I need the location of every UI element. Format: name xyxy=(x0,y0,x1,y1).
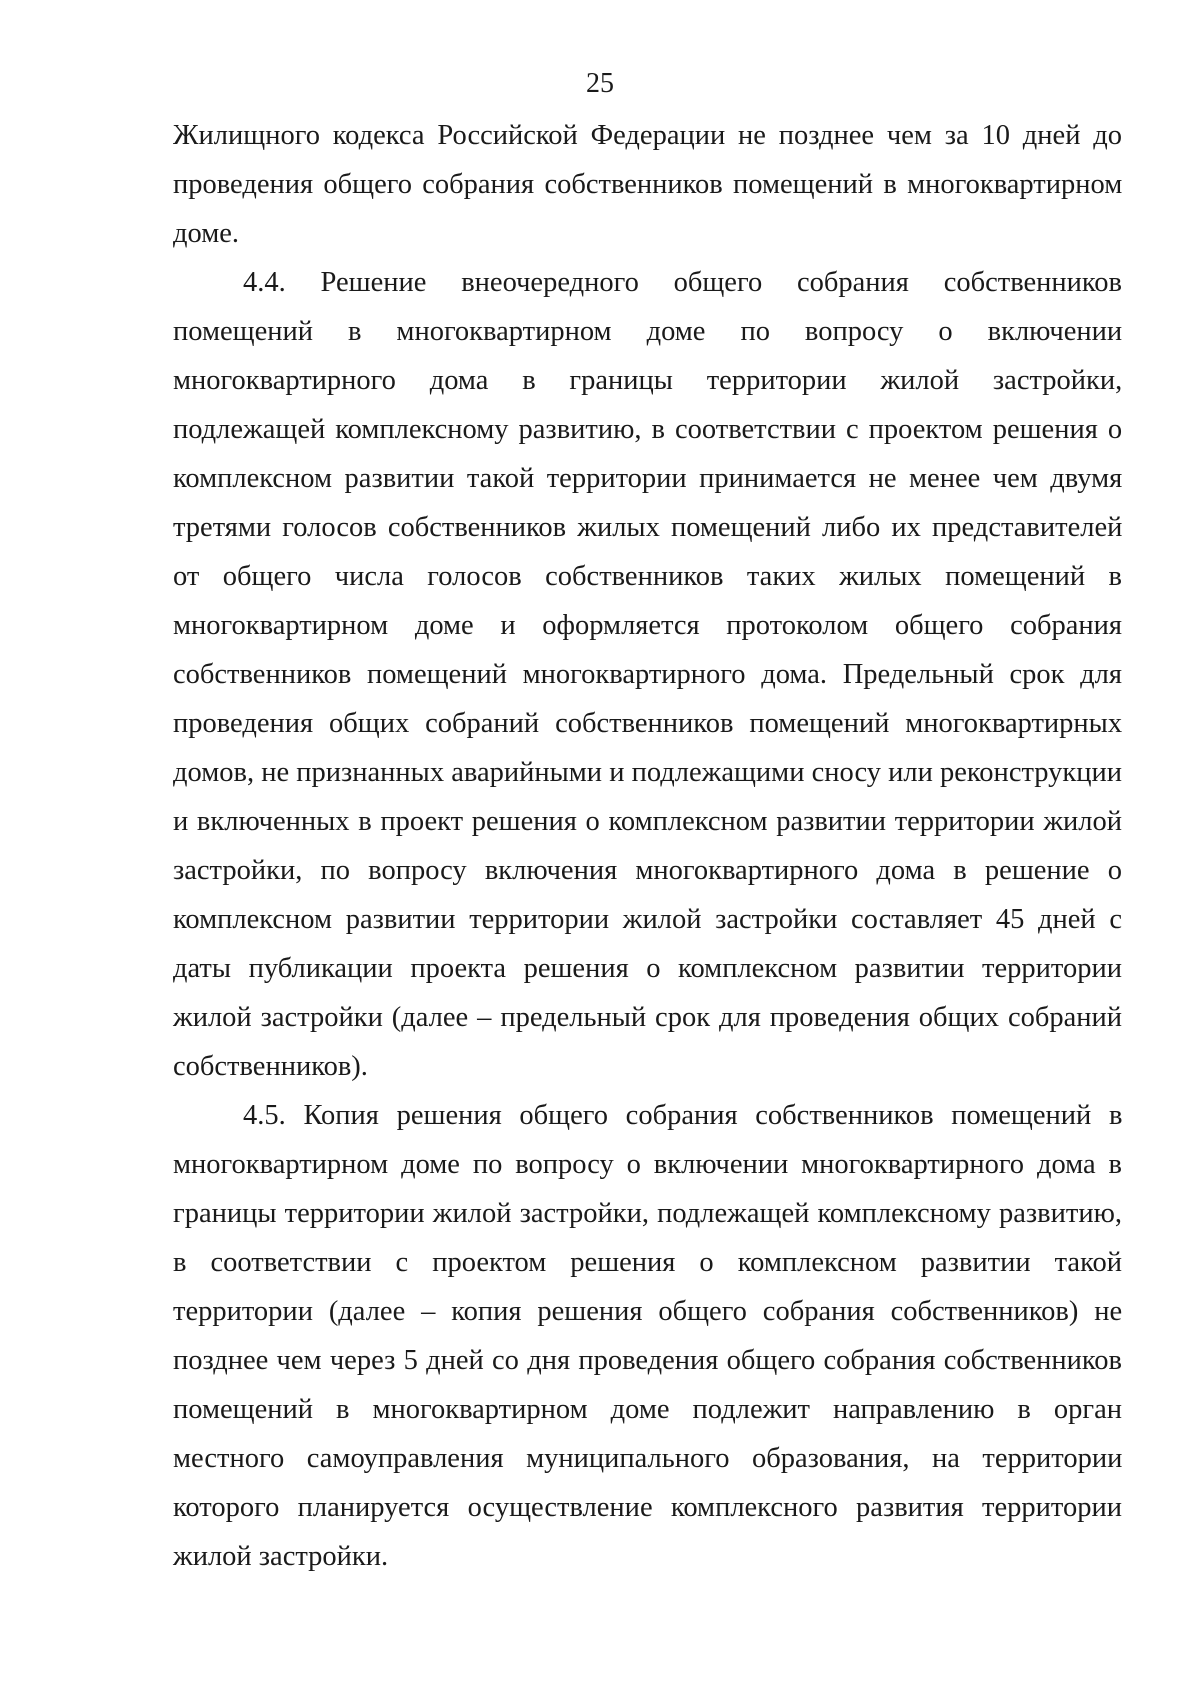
text-line: Жилищного кодекса Российской Федерации не позднее чем за 10 дней до xyxy=(173,120,1123,151)
text-line: позднее чем через 5 дней со дня проведения общего собрания собственников xyxy=(173,1345,1122,1376)
text-line: собственников). xyxy=(173,1051,368,1082)
text-line: жилой застройки. xyxy=(173,1541,389,1572)
text-line: многоквартирного дома в границы территории жилой застройки, xyxy=(173,365,1123,396)
paragraph xyxy=(173,111,1122,258)
text-line: третями голосов собственников жилых помещений либо их представителей xyxy=(173,512,1123,543)
text-line: 4.4. Решение внеочередного общего собрания собственников xyxy=(243,267,1122,298)
text-line: даты публикации проекта решения о комплексном развитии территории xyxy=(173,953,1122,984)
text-line: доме. xyxy=(173,218,240,249)
text-line: собственников помещений многоквартирного дома. Предельный срок для xyxy=(173,659,1122,690)
text-line: проведения общих собраний собственников помещений многоквартирных xyxy=(173,708,1123,739)
text-line: подлежащей комплексному развитию, в соответствии с проектом решения о xyxy=(173,414,1123,445)
text-line: территории (далее – копия решения общего собрания собственников) не xyxy=(173,1296,1123,1327)
text-line: помещений в многоквартирном доме по вопросу о включении xyxy=(173,316,1123,347)
text-line: комплексном развитии территории жилой застройки составляет 45 дней с xyxy=(173,904,1122,935)
paragraph xyxy=(173,258,1122,1091)
text-line: 4.5. Копия решения общего собрания собственников помещений в xyxy=(243,1100,1123,1131)
document-body xyxy=(173,111,1122,1581)
text-line: в соответствии с проектом решения о комплексном развитии такой xyxy=(173,1247,1122,1278)
paragraph xyxy=(173,1091,1122,1581)
text-line: местного самоуправления муниципального образования, на территории xyxy=(173,1443,1123,1474)
text-line: проведения общего собрания собственников помещений в многоквартирном xyxy=(173,169,1123,200)
text-line: комплексном развитии такой территории принимается не менее чем двумя xyxy=(173,463,1123,494)
text-line: домов, не признанных аварийными и подлежащими сносу или реконструкции xyxy=(173,757,1122,788)
text-line: помещений в многоквартирном доме подлежит направлению в орган xyxy=(173,1394,1122,1425)
text-line: застройки, по вопросу включения многоквартирного дома в решение о xyxy=(173,855,1122,886)
text-line: и включенных в проект решения о комплексном развитии территории жилой xyxy=(173,806,1122,837)
page-number: 25 xyxy=(586,68,614,99)
text-line: которого планируется осуществление комплексного развития территории xyxy=(173,1492,1122,1523)
text-line: от общего числа голосов собственников таких жилых помещений в xyxy=(173,561,1122,592)
text-line: жилой застройки (далее – предельный срок для проведения общих собраний xyxy=(173,1002,1122,1033)
text-line: многоквартирном доме и оформляется протоколом общего собрания xyxy=(173,610,1122,641)
text-line: границы территории жилой застройки, подлежащей комплексному развитию, xyxy=(173,1198,1122,1229)
text-line: многоквартирном доме по вопросу о включении многоквартирного дома в xyxy=(173,1149,1122,1180)
